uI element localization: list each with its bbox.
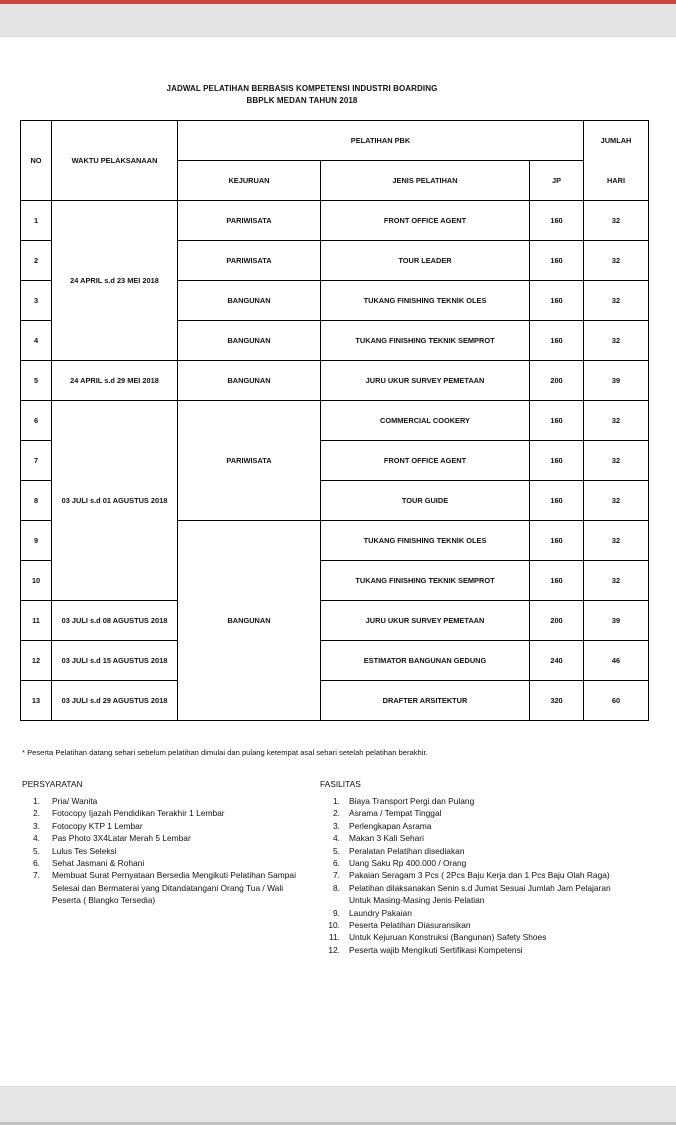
list-item-number: 1.: [33, 796, 40, 806]
cell-no: 7: [21, 441, 52, 481]
list-item: [320, 832, 620, 844]
list-item: [22, 820, 302, 832]
list-item-number: 4.: [33, 833, 40, 844]
list-item-text: Makan 3 Kali Sehari: [349, 833, 424, 844]
list-item-text: Peralatan Pelatihan disediakan: [349, 845, 465, 856]
cell-jp: 160: [530, 321, 584, 361]
cell-waktu: 03 JULI s.d 29 AGUSTUS 2018: [52, 681, 178, 721]
cell-waktu: 03 JULI s.d 15 AGUSTUS 2018: [52, 641, 178, 681]
list-item-number: 6.: [33, 858, 40, 869]
table-header-row: [21, 121, 649, 161]
list-item: [22, 845, 302, 857]
cell-hari: 39: [584, 361, 649, 401]
viewer-toolbar: [0, 4, 676, 37]
cell-jp: 240: [530, 641, 584, 681]
list-item-text: Pas Photo 3X4Latar Merah 5 Lembar: [52, 833, 191, 844]
list-item: [22, 795, 302, 807]
cell-kejuruan: PARIWISATA: [178, 241, 321, 281]
cell-jp: 200: [530, 601, 584, 641]
list-item: [320, 869, 620, 881]
footnote: * Peserta Pelatihan datang sehari sebelum pelatihan dimulai dan pulang ketempat asal sehari setelah pelatihan berakhir.: [22, 748, 428, 757]
list-item-number: 5.: [333, 845, 340, 856]
cell-jenis: TUKANG FINISHING TEKNIK OLES: [321, 281, 530, 321]
list-item-number: 8.: [333, 882, 340, 893]
cell-hari: 39: [584, 601, 649, 641]
cell-no: 8: [21, 481, 52, 521]
list-item: [320, 795, 620, 807]
cell-jp: 160: [530, 201, 584, 241]
list-item: [22, 857, 302, 869]
list-item-number: 7.: [33, 870, 40, 881]
list-item-text: Lulus Tes Seleksi: [52, 845, 117, 856]
header-no: NO: [21, 121, 52, 201]
header-waktu: WAKTU PELAKSANAAN: [52, 121, 178, 201]
document-subtitle: BBPLK MEDAN TAHUN 2018: [246, 96, 358, 105]
cell-hari: 32: [584, 241, 649, 281]
cell-jp: 160: [530, 281, 584, 321]
list-item-text: Fotocopy Ijazah Pendidikan Terakhir 1 Lembar: [52, 808, 225, 819]
cell-no: 4: [21, 321, 52, 361]
list-item-text: Laundry Pakaian: [349, 907, 412, 918]
table-row: [21, 681, 649, 721]
cell-jp: 320: [530, 681, 584, 721]
cell-hari: 32: [584, 441, 649, 481]
header-jenis: JENIS PELATIHAN: [321, 161, 530, 201]
cell-hari: 32: [584, 401, 649, 441]
cell-jp: 200: [530, 361, 584, 401]
cell-jenis: DRAFTER ARSITEKTUR: [321, 681, 530, 721]
cell-kejuruan: PARIWISATA: [178, 401, 321, 521]
cell-waktu: 24 APRIL s.d 23 MEI 2018: [52, 201, 178, 361]
list-item-text: Pelatihan dilaksanakan Senin s.d Jumat Sesuai Jumlah Jam Pelajaran Untuk Masing-Masing Jenis Pelatian: [349, 882, 611, 906]
cell-jp: 160: [530, 561, 584, 601]
list-item: [320, 807, 620, 819]
cell-jenis: TUKANG FINISHING TEKNIK SEMPROT: [321, 321, 530, 361]
cell-no: 10: [21, 561, 52, 601]
cell-jp: 160: [530, 401, 584, 441]
cell-no: 6: [21, 401, 52, 441]
list-item: [22, 832, 302, 844]
cell-kejuruan: BANGUNAN: [178, 521, 321, 721]
cell-no: 3: [21, 281, 52, 321]
header-hari: HARI: [584, 161, 649, 201]
cell-hari: 60: [584, 681, 649, 721]
list-item: [320, 882, 620, 907]
list-item: [320, 857, 620, 869]
header-kejuruan: KEJURUAN: [178, 161, 321, 201]
list-item-text: Asrama / Tempat Tinggal: [349, 808, 442, 819]
document-title: JADWAL PELATIHAN BERBASIS KOMPETENSI INDUSTRI BOARDING: [166, 84, 438, 93]
header-jp: JP: [530, 161, 584, 201]
cell-hari: 32: [584, 561, 649, 601]
list-item: [320, 919, 620, 931]
cell-hari: 32: [584, 281, 649, 321]
cell-jenis: TOUR LEADER: [321, 241, 530, 281]
cell-kejuruan: BANGUNAN: [178, 361, 321, 401]
cell-waktu: 24 APRIL s.d 29 MEI 2018: [52, 361, 178, 401]
cell-jenis: TUKANG FINISHING TEKNIK SEMPROT: [321, 561, 530, 601]
cell-no: 1: [21, 201, 52, 241]
table-row: [21, 641, 649, 681]
list-item-text: Biaya Transport Pergi dan Pulang: [349, 796, 475, 806]
table-row: [21, 361, 649, 401]
list-item-number: 2.: [333, 808, 340, 819]
list-item: [320, 944, 620, 956]
cell-jenis: COMMERCIAL COOKERY: [321, 401, 530, 441]
list-item-number: 12.: [328, 944, 340, 955]
viewer-bottom-bar: [0, 1086, 676, 1125]
cell-jenis: JURU UKUR SURVEY PEMETAAN: [321, 361, 530, 401]
cell-hari: 32: [584, 321, 649, 361]
list-item-number: 2.: [33, 808, 40, 819]
fasilitas-list: [320, 795, 620, 956]
cell-kejuruan: BANGUNAN: [178, 321, 321, 361]
list-item-text: Membuat Surat Pernyataan Bersedia Mengikuti Pelatihan Sampai Selesai dan Bermaterai yang Ditandatangani Orang Tua / Wali Peserta ( Blangko Tersedia): [52, 870, 296, 906]
table-row: [21, 601, 649, 641]
cell-jenis: FRONT OFFICE AGENT: [321, 201, 530, 241]
list-item-number: 6.: [333, 858, 340, 869]
cell-kejuruan: PARIWISATA: [178, 201, 321, 241]
header-pelatihan-pbk: PELATIHAN PBK: [178, 121, 584, 161]
list-item-text: Perlengkapan Asrama: [349, 820, 432, 831]
list-item-number: 7.: [333, 870, 340, 881]
list-item: [320, 820, 620, 832]
list-item-number: 5.: [33, 845, 40, 856]
cell-waktu: 03 JULI s.d 01 AGUSTUS 2018: [52, 401, 178, 601]
table-row: [21, 201, 649, 241]
cell-no: 2: [21, 241, 52, 281]
list-item-text: Pria/ Wanita: [52, 796, 98, 806]
cell-no: 12: [21, 641, 52, 681]
cell-hari: 32: [584, 481, 649, 521]
cell-jenis: JURU UKUR SURVEY PEMETAAN: [321, 601, 530, 641]
cell-no: 5: [21, 361, 52, 401]
cell-jenis: FRONT OFFICE AGENT: [321, 441, 530, 481]
list-item-text: Pakaian Seragam 3 Pcs ( 2Pcs Baju Kerja dan 1 Pcs Baju Olah Raga): [349, 870, 610, 881]
list-item-number: 3.: [333, 820, 340, 831]
cell-jp: 160: [530, 441, 584, 481]
fasilitas-title: FASILITAS: [320, 779, 361, 789]
list-item-text: Uang Saku Rp 400.000 / Orang: [349, 858, 467, 869]
list-item: [22, 807, 302, 819]
header-jumlah: JUMLAH: [584, 121, 649, 161]
list-item-number: 11.: [328, 932, 340, 943]
schedule-table: [20, 120, 649, 721]
list-item-text: Peserta wajib Mengikuti Sertifikasi Kompetensi: [349, 944, 523, 955]
list-item-text: Untuk Kejuruan Konstruksi (Bangunan) Safety Shoes: [349, 932, 547, 943]
list-item: [320, 907, 620, 919]
cell-kejuruan: BANGUNAN: [178, 281, 321, 321]
list-item-number: 1.: [333, 796, 340, 806]
cell-jenis: TUKANG FINISHING TEKNIK OLES: [321, 521, 530, 561]
table-row: [21, 401, 649, 441]
persyaratan-title: PERSYARATAN: [22, 779, 83, 789]
cell-jp: 160: [530, 521, 584, 561]
list-item-number: 9.: [333, 907, 340, 918]
list-item-number: 3.: [33, 820, 40, 831]
list-item: [320, 931, 620, 943]
list-item-number: 4.: [333, 833, 340, 844]
list-item-text: Sehat Jasmani & Rohani: [52, 858, 145, 869]
cell-jenis: ESTIMATOR BANGUNAN GEDUNG: [321, 641, 530, 681]
cell-jp: 160: [530, 241, 584, 281]
cell-jenis: TOUR GUIDE: [321, 481, 530, 521]
cell-hari: 32: [584, 201, 649, 241]
cell-waktu: 03 JULI s.d 08 AGUSTUS 2018: [52, 601, 178, 641]
list-item-text: Peserta Pelatihan Diasuransikan: [349, 920, 471, 931]
cell-no: 9: [21, 521, 52, 561]
cell-no: 13: [21, 681, 52, 721]
cell-jp: 160: [530, 481, 584, 521]
cell-hari: 46: [584, 641, 649, 681]
list-item: [22, 869, 302, 906]
list-item-text: Fotocopy KTP 1 Lembar: [52, 820, 143, 831]
cell-no: 11: [21, 601, 52, 641]
list-item: [320, 845, 620, 857]
list-item-number: 10.: [328, 920, 340, 931]
cell-hari: 32: [584, 521, 649, 561]
persyaratan-list: [22, 795, 302, 907]
